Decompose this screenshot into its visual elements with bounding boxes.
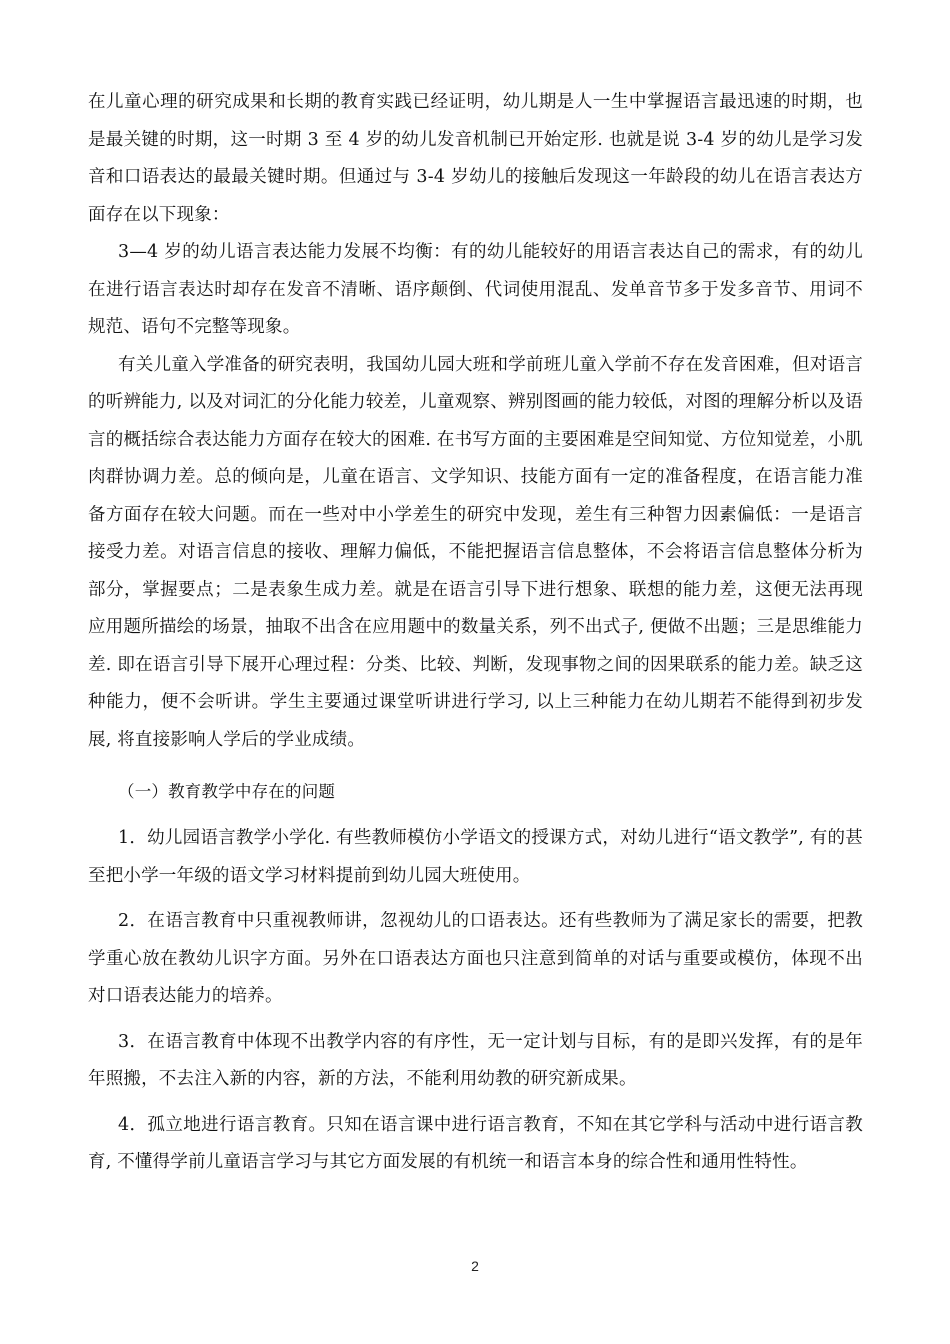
list-item-4: 4．孤立地进行语言教育。只知在语言课中进行语言教育，不知在其它学科与活动中进行语言教育, 不懂得学前儿童语言学习与其它方面发展的有机统一和语言本身的综合性和通用性特性。: [88, 1114, 863, 1172]
paragraph-intro: 在儿童心理的研究成果和长期的教育实践已经证明，幼儿期是人一生中掌握语言最迅速的时期，也是最关键的时期，这一时期 3 至 4 岁的幼儿发音机制已开始定形. 也就是说 3-4 岁的幼儿是学习发音和口语表达的最最关键时期。但通过与 3-4 岁幼儿的接触后发现这一年龄段的幼儿在语言表达方面存在以下现象：: [88, 92, 863, 225]
list-item-2: 2．在语言教育中只重视教师讲，忽视幼儿的口语表达。还有些教师为了满足家长的需要，把教学重心放在教幼儿识字方面。另外在口语表达方面也只注意到简单的对话与重要或模仿，体现不出对口语表达能力的培养。: [88, 911, 863, 1006]
list-item-1: 1．幼儿园语言教学小学化. 有些教师模仿小学语文的授课方式，对幼儿进行“语文教学”, 有的甚至把小学一年级的语文学习材料提前到幼儿园大班使用。: [88, 828, 863, 886]
section-heading: （一）教育教学中存在的问题: [118, 782, 336, 801]
paragraph-language-development: 3—4 岁的幼儿语言表达能力发展不均衡：有的幼儿能较好的用语言表达自己的需求，有的幼儿在进行语言表达时却存在发音不清晰、语序颠倒、代词使用混乱、发单音节多于发多音节、用词不规范、语句不完整等现象。: [88, 242, 863, 337]
list-item-3: 3．在语言教育中体现不出教学内容的有序性，无一定计划与目标，有的是即兴发挥，有的是年年照搬，不去注入新的内容，新的方法，不能利用幼教的研究新成果。: [88, 1031, 863, 1089]
document-body: [88, 84, 863, 1182]
paragraph-school-readiness: 有关儿童入学准备的研究表明，我国幼儿园大班和学前班儿童入学前不存在发音困难，但对语言的听辨能力, 以及对词汇的分化能力较差，儿童观察、辨别图画的能力较低，对图的理解分析以及语言的概括综合表达能力方面存在较大的困难. 在书写方面的主要困难是空间知觉、方位知觉差，小肌肉群协调力差。总的倾向是，儿童在语言、文学知识、技能方面有一定的准备程度，在语言能力准备方面存在较大问题。而在一些对中小学差生的研究中发现，差生有三种智力因素偏低：一是语言接受力差。对语言信息的接收、理解力偏低，不能把握语言信息整体，不会将语言信息整体分析为部分，掌握要点；二是表象生成力差。就是在语言引导下进行想象、联想的能力差，这便无法再现应用题所描绘的场景，抽取不出含在应用题中的数量关系，列不出式子, 便做不出题；三是思维能力差. 即在语言引导下展开心理过程：分类、比较、判断，发现事物之间的因果联系的能力差。缺乏这种能力，便不会听讲。学生主要通过课堂听讲进行学习, 以上三种能力在幼儿期若不能得到初步发展, 将直接影响人学后的学业成绩。: [88, 354, 863, 750]
page-number: 2: [471, 1258, 479, 1274]
